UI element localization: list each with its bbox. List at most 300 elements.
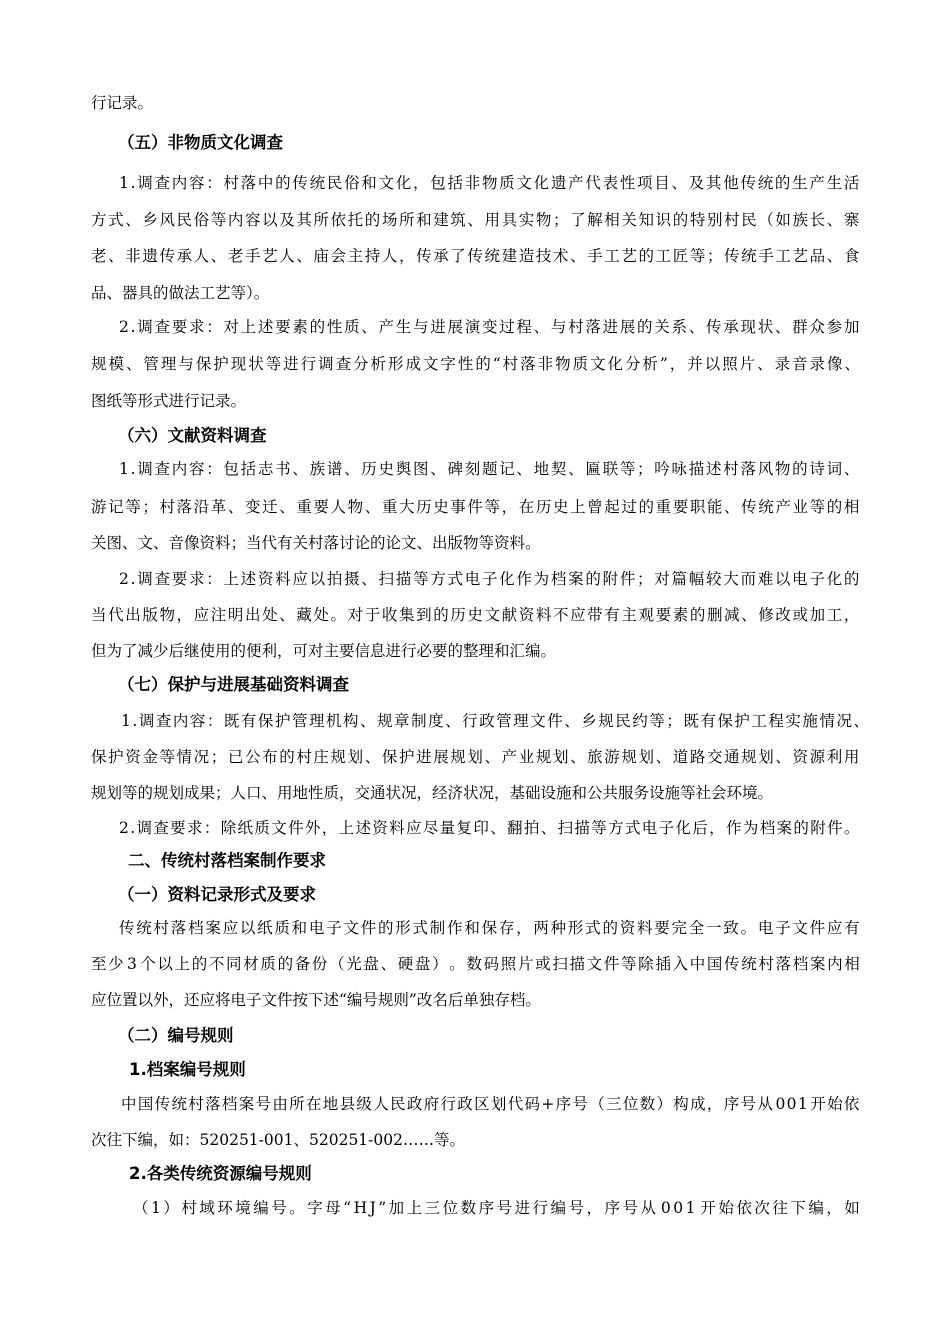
glyph: 的 [364,211,381,229]
paragraph-line [91,604,860,626]
glyph: （ [758,211,774,229]
glyph: 、 [568,460,584,478]
glyph: 资 [372,819,388,837]
glyph: 到 [416,606,432,624]
glyph: 附 [602,570,619,588]
glyph: 调 [137,174,153,192]
glyph: 从 [757,1095,773,1113]
subsection-heading-1: 1.档案编号规则 [129,1060,246,1079]
glyph: 、 [279,606,295,624]
glyph: 规 [330,748,347,766]
glyph: 码 [483,955,500,973]
glyph: 如 [775,211,791,229]
glyph: 加 [843,318,860,336]
glyph: 重 [655,498,672,516]
glyph: 、 [210,247,227,265]
glyph: 用 [484,211,501,229]
glyph: ； [637,460,653,478]
glyph: 在 [518,498,535,516]
glyph: 保 [257,712,274,730]
glyph: 护 [213,355,229,373]
glyph: 章 [394,712,410,730]
paragraph-line [119,172,860,194]
glyph: 历 [535,498,552,516]
glyph: 集 [398,606,415,624]
glyph: 护 [734,712,750,730]
glyph: 传 [416,247,432,265]
glyph: 上 [570,498,586,516]
glyph: 物 [774,460,791,478]
glyph: 要 [313,498,329,516]
glyph: 一 [706,919,722,937]
glyph: 府 [423,1095,440,1113]
glyph: 别 [706,211,723,229]
glyph: 外 [304,819,321,837]
glyph: 持 [364,247,381,265]
glyph: 产 [775,498,791,516]
glyph: ， [398,247,415,265]
glyph: 篇 [671,570,688,588]
glyph: 有 [240,712,257,730]
glyph: 老 [91,247,107,265]
glyph: 于 [364,606,381,624]
glyph: 传 [740,174,756,192]
glyph: 分 [624,355,641,373]
glyph: ， [321,819,338,837]
glyph: 数 [460,1199,477,1217]
glyph: 谱 [326,460,343,478]
glyph: 传 [159,247,175,265]
glyph: 政 [457,1095,473,1113]
glyph: 特 [689,211,706,229]
glyph: 况 [836,712,852,730]
glyph: 料 [275,570,291,588]
glyph: 、 [724,498,740,516]
glyph: 环 [217,1199,233,1217]
glyph: 述 [355,819,371,837]
glyph: 既 [683,712,699,730]
glyph: 族 [309,460,326,478]
glyph: ； [552,211,569,229]
glyph: 形 [395,919,411,937]
glyph: 约 [632,712,648,730]
glyph: 调 [318,355,334,373]
glyph: 注 [210,606,227,624]
paragraph-line [91,209,860,231]
glyph: 方 [91,211,107,229]
glyph: 化 [607,355,623,373]
glyph: 文 [530,712,546,730]
paragraph-line [91,496,860,518]
glyph: ： [203,819,220,837]
glyph: 等 [591,819,607,837]
glyph: 0 [786,1095,797,1113]
glyph: 描 [574,819,590,837]
glyph: 硬 [397,955,414,973]
glyph: 民 [176,211,193,229]
glyph: 子 [775,919,791,937]
glyph: 状 [757,318,774,336]
paragraph-line [121,1093,860,1115]
glyph: 传 [724,955,740,973]
glyph: 量 [439,819,456,837]
glyph: ： [206,460,222,478]
glyph: 3 [127,955,137,973]
glyph: 的 [585,570,601,588]
glyph: 有 [604,606,620,624]
glyph: 、 [108,247,124,265]
glyph: 游 [91,498,107,516]
glyph: 子 [809,570,825,588]
glyph: 县 [339,1095,356,1113]
glyph: 2 [119,318,129,336]
glyph: 质 [260,955,276,973]
glyph: 括 [240,460,257,478]
glyph: 资 [619,919,636,937]
glyph: 、 [564,712,580,730]
glyph: 以 [262,211,278,229]
glyph: 查 [154,318,170,336]
glyph: 的 [275,174,291,192]
glyph: 案 [205,919,221,937]
glyph: 难 [757,570,774,588]
glyph: 落 [240,174,257,192]
glyph: 、 [364,498,381,516]
glyph: 进 [430,318,446,336]
glyph: 图 [413,460,429,478]
glyph: 、 [844,355,860,373]
paragraph-line [119,568,860,590]
glyph: 风 [159,211,175,229]
glyph: “ [492,355,501,373]
glyph: 匠 [672,247,689,265]
glyph: 。 [740,919,757,937]
glyph: 用 [843,748,860,766]
glyph: 地 [322,1095,339,1113]
glyph: 、 [490,819,506,837]
glyph: 号 [496,1199,513,1217]
glyph: 编 [808,1199,824,1217]
glyph: 母 [325,1199,341,1217]
glyph: . [130,318,136,336]
glyph: 吟 [654,460,670,478]
glyph: ， [709,819,725,837]
glyph: 路 [689,748,706,766]
glyph: 容 [189,712,206,730]
glyph: 建 [501,247,518,265]
glyph: 内 [171,174,188,192]
glyph: 构 [673,1095,689,1113]
glyph: 号 [740,1095,757,1113]
glyph: 、 [826,247,843,265]
glyph: 等 [621,955,637,973]
glyph: 庄 [313,748,329,766]
glyph: 的 [793,819,809,837]
glyph: 至 [91,955,107,973]
glyph: 资 [125,748,141,766]
glyph: 应 [570,606,586,624]
glyph: 处 [262,606,278,624]
glyph: 文 [343,919,359,937]
section-heading-6: （六）文献资料调查 [118,426,267,445]
glyph: 的 [792,460,808,478]
glyph: 和 [416,211,432,229]
glyph: 作 [447,919,463,937]
glyph: 码 [524,1095,541,1113]
glyph: 布 [262,748,278,766]
glyph: 件 [827,819,843,837]
glyph: 落 [740,460,756,478]
glyph: 联 [602,460,619,478]
glyph: 迁 [262,498,278,516]
glyph: 诗 [809,460,825,478]
glyph: 、 [361,318,377,336]
glyph: 项 [637,174,653,192]
glyph: 号 [622,1199,638,1217]
glyph: 物 [555,355,571,373]
glyph: 件 [288,819,304,837]
glyph: 件 [547,712,563,730]
glyph: 应 [826,919,843,937]
glyph: 村 [723,460,739,478]
glyph: 民 [390,1095,406,1113]
glyph: 的 [433,606,449,624]
glyph: 料 [636,919,653,937]
glyph: 化 [533,174,550,192]
glyph: 入 [672,955,689,973]
glyph: 制 [429,919,446,937]
glyph: 承 [433,247,449,265]
glyph: 管 [291,712,308,730]
glyph: 俗 [193,211,210,229]
glyph: 行 [300,355,317,373]
glyph: 相 [844,955,860,973]
glyph: 带 [587,606,603,624]
glyph: 个 [140,955,156,973]
glyph: 存 [498,919,515,937]
glyph: 境 [235,1199,251,1217]
glyph: 食 [843,247,860,265]
glyph: 规 [535,748,552,766]
glyph: 后 [692,819,708,837]
glyph: ： [206,174,222,192]
glyph: 统 [484,247,501,265]
glyph: 、 [467,211,483,229]
glyph: （ [329,955,345,973]
glyph: 传 [705,318,722,336]
glyph: 式 [624,819,641,837]
glyph: 管 [496,712,512,730]
glyph: 变 [244,498,261,516]
glyph: 目 [654,174,670,192]
paragraph-line [91,245,860,267]
glyph: 进 [283,355,299,373]
glyph: 地 [533,460,550,478]
glyph: 除 [220,819,237,837]
glyph: 述 [257,318,274,336]
glyph: ， [413,174,429,192]
glyph: 进 [416,748,432,766]
glyph: 生 [826,174,843,192]
glyph: 文 [484,606,501,624]
glyph: 对 [654,570,670,588]
glyph: 拍 [523,819,540,837]
glyph: （ [589,1095,605,1113]
glyph: 书 [275,460,291,478]
glyph: 的 [191,955,208,973]
glyph: 查 [155,712,172,730]
glyph: 族 [792,211,808,229]
glyph: 重 [296,498,312,516]
glyph: 、 [741,606,757,624]
glyph: 制 [411,712,427,730]
glyph: 上 [338,819,355,837]
glyph: 电 [641,819,658,837]
glyph: 质 [499,174,515,192]
glyph: 上 [174,955,191,973]
glyph: 契 [550,460,567,478]
glyph: 业 [792,498,808,516]
glyph: 寨 [843,211,860,229]
glyph: 要 [275,318,291,336]
glyph: 及 [279,211,295,229]
glyph: 文 [792,919,808,937]
glyph: ， [706,1095,723,1113]
glyph: 下 [790,1199,806,1217]
glyph: + [541,1095,555,1113]
glyph: 源 [809,748,826,766]
glyph: 相 [604,211,620,229]
glyph: 号 [255,1095,272,1113]
glyph: 调 [138,712,155,730]
glyph: 实 [785,712,801,730]
glyph: 行 [462,712,478,730]
glyph: 序 [555,1095,572,1113]
glyph: 产 [378,318,395,336]
section-heading-2-2: （二）编号规则 [118,1026,234,1045]
glyph: 开 [810,1095,826,1113]
glyph: 规 [741,748,757,766]
glyph: 情 [176,748,193,766]
paragraph-line: 但为了减少后继使用的便利，可对主要信息进行必要的整理和汇编。 [91,642,557,660]
glyph: 电 [464,570,481,588]
glyph: 号 [572,1095,588,1113]
glyph: 1 [119,174,129,192]
glyph: 规 [450,748,466,766]
glyph: 民 [615,712,631,730]
glyph: 能 [706,498,723,516]
glyph: 求 [187,819,203,837]
glyph: 交 [706,748,723,766]
glyph: 印 [473,819,489,837]
glyph: 人 [279,247,295,265]
glyph: 构 [343,712,359,730]
glyph: 质 [274,919,290,937]
glyph: 通 [724,748,740,766]
glyph: 描 [688,460,705,478]
glyph: 资 [518,606,535,624]
glyph: ， [826,1199,842,1217]
glyph: 会 [330,247,347,265]
glyph: 电 [757,919,774,937]
glyph: 工 [604,247,620,265]
chapter-heading-2: 二、传统村落档案制作要求 [128,851,326,870]
glyph: 纸 [237,819,254,837]
glyph: 级 [356,1095,372,1113]
glyph: 的 [309,318,326,336]
glyph: 两 [533,919,549,937]
glyph: 政 [406,1095,423,1113]
glyph: 工 [826,606,843,624]
glyph: 版 [142,606,158,624]
glyph: 理 [513,712,529,730]
paragraph-line [91,353,860,375]
glyph: 摄 [344,570,360,588]
glyph: 片 [739,355,756,373]
glyph: 、 [533,318,550,336]
glyph: 作 [726,819,742,837]
glyph: 复 [456,819,473,837]
glyph: 由 [272,1095,288,1113]
glyph: 以 [774,570,791,588]
glyph: 统 [171,1095,187,1113]
glyph: 施 [802,712,818,730]
glyph: 的 [602,919,618,937]
glyph: 、 [360,712,376,730]
glyph: 进 [602,318,619,336]
glyph: 的 [672,211,689,229]
glyph: 数 [639,1095,656,1113]
glyph: 所 [313,211,329,229]
glyph: 较 [705,570,722,588]
glyph: 旅 [587,748,603,766]
glyph: 记 [499,460,515,478]
glyph: 有 [844,919,860,937]
paragraph-line [121,710,869,732]
section-heading-5: （五）非物质文化调查 [118,133,283,152]
glyph: 包 [223,460,239,478]
glyph: 史 [433,498,449,516]
glyph: 查 [335,355,352,373]
glyph: 份 [311,955,328,973]
glyph: 规 [598,712,614,730]
paragraph-line: 图纸等形式进行记录。 [91,392,247,410]
glyph: 非 [464,174,481,192]
glyph: 的 [689,606,706,624]
glyph: . [130,819,136,837]
glyph: 行 [440,1095,456,1113]
glyph: 、 [570,247,586,265]
glyph: 档 [759,819,776,837]
glyph: 主 [347,247,364,265]
paragraph-line [91,746,860,768]
glyph: 碑 [447,460,463,478]
glyph: 求 [188,318,205,336]
glyph: 护 [108,748,124,766]
glyph: 非 [537,355,554,373]
glyph: 致 [723,919,739,937]
glyph: 、 [826,211,843,229]
glyph: 与 [178,355,194,373]
glyph: 式 [412,919,429,937]
glyph: 、 [671,174,688,192]
glyph: 国 [137,1095,154,1113]
glyph: 大 [723,570,739,588]
glyph: 人 [373,1095,389,1113]
glyph: 长 [809,211,826,229]
glyph: 起 [604,498,620,516]
glyph: 查 [154,174,170,192]
